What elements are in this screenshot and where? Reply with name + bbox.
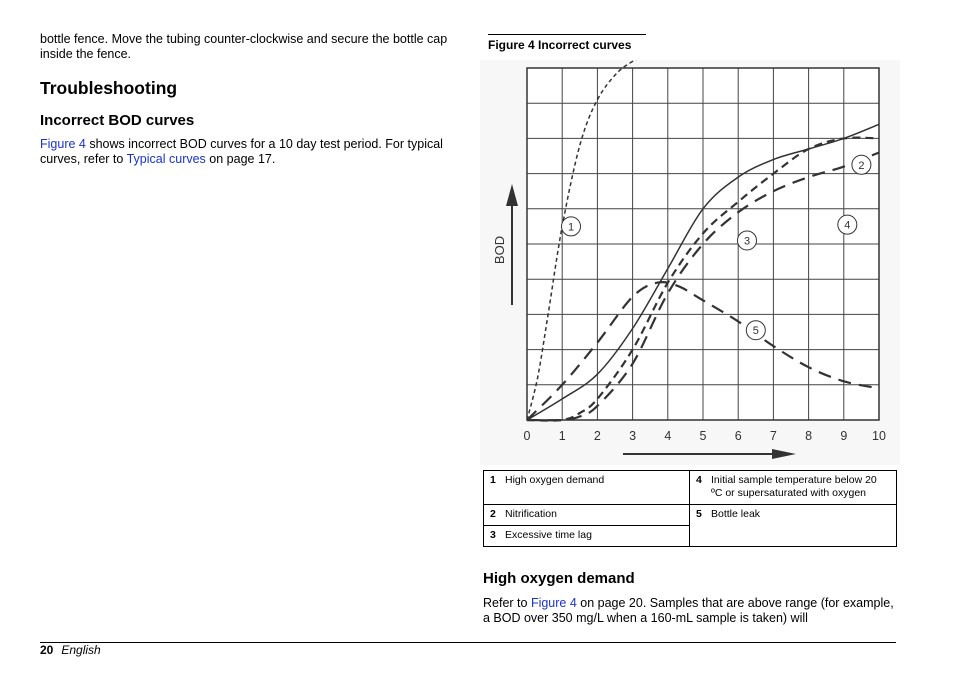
callout-number: 2 xyxy=(858,159,865,172)
subsection-title-high-oxygen: High oxygen demand xyxy=(483,570,635,587)
callout-number: 4 xyxy=(844,219,851,232)
legend-num: 1 xyxy=(490,474,496,486)
legend-num: 3 xyxy=(490,529,496,541)
legend-text: Bottle leak xyxy=(711,508,761,520)
legend-num: 2 xyxy=(490,508,496,520)
x-tick-label: 4 xyxy=(664,429,672,443)
callout-number: 1 xyxy=(567,221,575,234)
callout-1 xyxy=(562,217,581,236)
page-number: 20 xyxy=(40,643,54,657)
x-tick-label: 2 xyxy=(593,429,601,443)
x-tick-label: 8 xyxy=(805,429,813,443)
figure-caption: Figure 4 Incorrect curves xyxy=(488,34,646,52)
para-text-2: on page 17. xyxy=(205,152,276,166)
legend-item xyxy=(690,471,897,505)
legend-text: Initial sample temperature below 20 ºC or supersaturated with oxygen xyxy=(711,474,877,499)
incorrect-curves-paragraph xyxy=(40,137,460,167)
section-title: Troubleshooting xyxy=(40,78,178,98)
legend-text: Excessive time lag xyxy=(505,529,592,541)
legend-item xyxy=(690,505,897,547)
hod-text-after: on page 20. Samples that are above range (for example, a BOD over 350 mg/L when a 160-mL sample is taken) will xyxy=(483,596,894,625)
callout-number: 3 xyxy=(743,235,751,248)
x-tick-label: 1 xyxy=(558,429,566,443)
legend-item xyxy=(484,505,690,526)
callout-number: 5 xyxy=(752,325,759,338)
x-tick-label: 10 xyxy=(872,429,886,443)
x-tick-label: 7 xyxy=(769,429,777,443)
high-oxygen-paragraph xyxy=(483,596,897,626)
legend-num: 5 xyxy=(696,508,702,520)
intro-paragraph: bottle fence. Move the tubing counter-clockwise and secure the bottle cap inside the fence. xyxy=(40,32,448,61)
x-tick-label: 5 xyxy=(699,429,707,443)
x-tick-label: 0 xyxy=(523,429,531,443)
bod-chart xyxy=(480,60,900,465)
callout-2 xyxy=(852,155,871,174)
legend-table xyxy=(483,470,897,547)
legend-text: Nitrification xyxy=(505,508,557,520)
y-axis-label: BOD xyxy=(492,235,507,265)
legend-text: High oxygen demand xyxy=(505,474,605,486)
legend-item xyxy=(484,471,690,505)
x-tick-label: 3 xyxy=(629,429,637,443)
figure-4-link-2[interactable]: Figure 4 xyxy=(530,596,577,610)
subsection-title-incorrect-bod: Incorrect BOD curves xyxy=(40,112,195,129)
x-tick-label: 9 xyxy=(840,429,848,443)
figure-4-link[interactable]: Figure 4 xyxy=(40,137,86,151)
callout-4 xyxy=(838,215,857,234)
footer-rule xyxy=(40,642,896,643)
callout-3 xyxy=(738,231,757,250)
footer xyxy=(40,643,101,657)
typical-curves-link[interactable]: Typical curves xyxy=(126,152,206,166)
x-tick-label: 6 xyxy=(734,429,742,443)
footer-language: English xyxy=(61,643,101,657)
callout-5 xyxy=(746,321,765,340)
hod-text-before: Refer to xyxy=(483,596,531,610)
legend-item xyxy=(484,526,690,547)
para-text-1: shows incorrect BOD curves for a 10 day test period. For typical curves, refer to xyxy=(40,137,443,166)
legend-num: 4 xyxy=(696,474,702,486)
